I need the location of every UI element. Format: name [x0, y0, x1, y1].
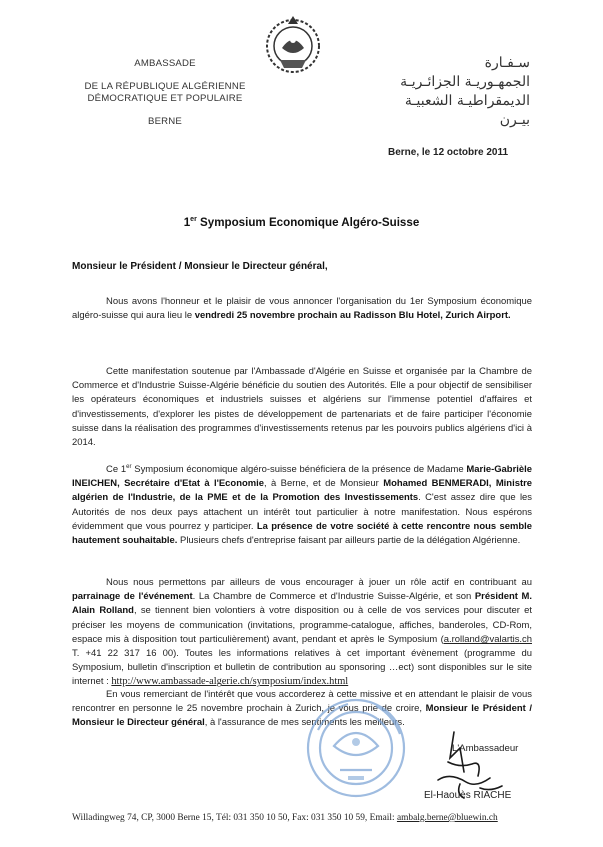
p4-text: . La Chambre de Commerce et d'Industrie Suisse-Algérie, et son: [192, 591, 475, 603]
header-line: سـفـارة: [484, 55, 530, 71]
p4-text: , se tiennent bien volontiers à votre disposition ou à celle de vos services pour discuter et préciser les moyens de communication (invitations, programme-catalogue, affiches, banderoles, CD-Rom, espace mis à disposition tout particulièrement) avant, pendant et après le Symposium (: [72, 605, 532, 645]
title-sup: er: [190, 216, 197, 224]
signatory-name: El-Haouès RIACHE: [424, 790, 512, 801]
embassy-header-french: [70, 58, 260, 128]
p3-bold: Marie-Gabrièle INEICHEN, Secrétaire d'Etat à l'Economie: [72, 464, 532, 490]
p3-sup: er: [126, 463, 132, 470]
emblem-seal-icon: [258, 10, 328, 80]
footer-email-link[interactable]: ambalg.berne@bluewin.ch: [396, 813, 498, 823]
paragraph-4: [72, 576, 532, 690]
p1-text: Nous avons l'honneur et le plaisir de vous annoncer l'organisation du 1er Symposium économique algéro-suisse qui aura lieu le: [72, 296, 532, 322]
header-line: BERNE: [147, 115, 183, 127]
p4-bold: parrainage de l'événement: [72, 591, 193, 603]
p5-text: En vous remerciant de l'intérêt que vous accorderez à cette missive et en attendant le plaisir de vous rencontrer en personne le 25 novembre prochain à Zurich, je vous prie de croire,: [72, 689, 532, 715]
p5-text: , à l'assurance de mes sentiments les meilleurs.: [204, 717, 405, 729]
title-text: Symposium Economique Algéro-Suisse: [196, 216, 420, 229]
contact-email-link[interactable]: a.rolland@valartis.ch: [443, 633, 532, 645]
p4-bold: Président M. Alain Rolland: [72, 591, 532, 617]
p3-text: . C'est assez dire que les Autorités de nos deux pays attachent un intérêt tout particulier à notre manifestation. Nous espérons évidemment que vous pourrez y participer.: [72, 492, 533, 532]
embassy-header-arabic: [380, 54, 530, 130]
footer-address: Willadingweg 74, CP, 3000 Berne 15, Tél: 031 350 10 50, Fax: 031 350 10 59, Email:: [72, 813, 397, 823]
title-prefix: 1: [183, 216, 191, 229]
paragraph-3: [72, 463, 532, 548]
footer-contact: [72, 813, 552, 823]
p1-bold: vendredi 25 novembre prochain au Radisson Blu Hotel, Zurich Airport.: [194, 310, 511, 322]
header-line: الديمقراطيـة الشعبيـة: [404, 93, 530, 109]
p2-text: Cette manifestation soutenue par l'Ambassade d'Algérie en Suisse et organisée par la Chambre de Commerce et d'Industrie Suisse-Algérie bénéficie du soutien des Autorités. Elle a pour objectif de sensibiliser les opérateurs économiques et industriels suisses et algériens sur l'immense potentiel d'affaires et d'investissements, d'explorer les pistes de développement de partenariats et de faire participer l'économie suisse dans la réalisation des programmes d'investissements retenus par les pouvoirs publics algériens d'ici à 2014.: [72, 366, 532, 449]
header-line: DE LA RÉPUBLIQUE ALGÉRIENNE: [84, 80, 246, 92]
p3-text: , à Berne, et de Monsieur: [264, 478, 384, 490]
embassy-stamp-icon: [288, 690, 438, 800]
p3-text: Plusieurs chefs d'entreprise faisant par ailleurs partie de la délégation Algérienne.: [177, 535, 521, 547]
p3-bold: La présence de votre société à cette rencontre nous semble hautement souhaitable.: [72, 520, 532, 547]
header-line: بيـرن: [499, 112, 530, 128]
symposium-url-link[interactable]: http://www.ambassade-algerie.ch/symposium/index.html: [111, 676, 349, 688]
paragraph-2: [72, 365, 532, 450]
header-line: AMBASSADE: [134, 58, 196, 69]
p3-bold: Mohamed BENMERADI, Ministre algérien de l'Industrie, de la PME et de la Promotion des Investissements: [72, 478, 533, 504]
salutation: Monsieur le Président / Monsieur le Directeur général,: [72, 261, 328, 272]
p4-text: Nous nous permettons par ailleurs de vous encourager à jouer un rôle actif en contribuant au: [106, 577, 532, 588]
p5-bold: Monsieur le Président / Monsieur le Directeur général: [72, 703, 532, 729]
header-line: DÉMOCRATIQUE ET POPULAIRE: [87, 93, 243, 104]
p4-text: T. +41 22 317 16 00). Toutes les informations relatives à cet important évènement (programme du Symposium, bulletin d'inscription et bulletin de contribution au sponsoring …ect) sont disponibles sur le site internet :: [72, 648, 532, 688]
paragraph-1: [72, 295, 532, 323]
letter-date: Berne, le 12 octobre 2011: [388, 147, 509, 158]
p3-text: Symposium économique algéro-suisse bénéficiera de la présence de Madame: [131, 464, 467, 475]
signatory-title: L'Ambassadeur: [452, 743, 519, 754]
p3-text: Ce 1: [106, 464, 127, 475]
document-title: [0, 216, 603, 229]
header-line: الجمهـوريـة الجزائـريـة: [400, 74, 530, 90]
